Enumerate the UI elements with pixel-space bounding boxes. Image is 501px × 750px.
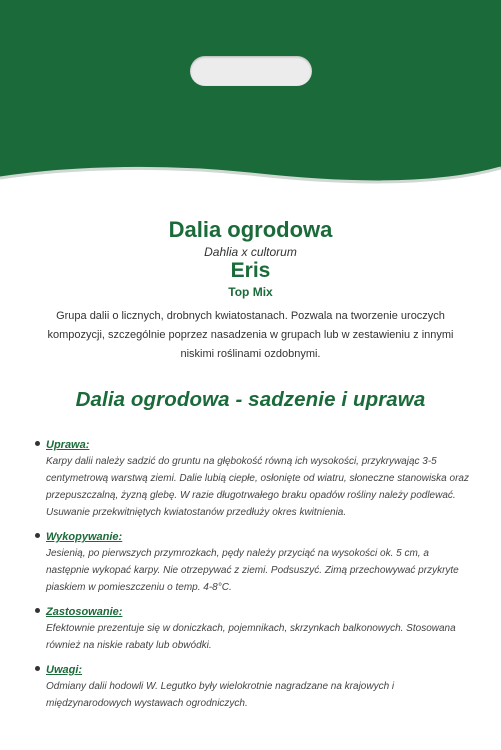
item-body: Jesienią, po pierwszych przymrozkach, pędy należy przyciąć na wysokości ok. 5 cm, a następnie wykopać karpy. Nie otrzepywać z ziemi. Podsuszyć. Zimą przechowywać przykryte piaskiem w pomieszczeniu o temp. 4-8°C. <box>46 548 459 593</box>
hanging-hole <box>190 56 312 86</box>
bullet-icon <box>35 608 40 613</box>
product-name: Dalia ogrodowa <box>168 217 333 242</box>
item-title: Wykopywanie: <box>46 531 123 543</box>
list-item <box>35 662 475 712</box>
bullet-icon <box>35 666 40 671</box>
list-item <box>35 604 475 654</box>
product-description: Grupa dalii o licznych, drobnych kwiatostanach. Pozwala na tworzenie uroczych kompozycji, szczególnie poprzez nasadzenia w grupach lub w zestawieniu z innymi niskimi roślinami ozdobnymi. <box>47 310 454 360</box>
mix-label: Top Mix <box>228 285 273 299</box>
bullet-icon <box>35 533 40 538</box>
latin-name: Dahlia x cultorum <box>204 245 297 259</box>
variety-name: Eris <box>230 259 271 282</box>
care-instructions-list <box>35 437 475 720</box>
item-body: Karpy dalii należy sadzić do gruntu na głębokość równą ich wysokości, przykrywając 3-5 centymetrową warstwą ziemi. Dalie lubią ciepłe, osłonięte od wiatru, słoneczne stanowiska oraz przepuszczalną, żyzną glebę. W razie długotrwałego braku opadów rośliny należy podlewać. Usuwanie przekwitniętych kwiatostanów przedłuży okres kwitnienia. <box>46 456 469 518</box>
item-body: Efektownie prezentuje się w doniczkach, pojemnikach, skrzynkach balkonowych. Stosowana również na niskie rabaty lub obwódki. <box>46 623 456 651</box>
item-title: Zastosowanie: <box>46 606 123 618</box>
list-item <box>35 437 475 521</box>
list-item <box>35 529 475 596</box>
item-body: Odmiany dalii hodowli W. Legutko były wielokrotnie nagradzane na krajowych i międzynarodowych wystawach ogrodniczych. <box>46 681 395 709</box>
product-title-block <box>0 217 501 300</box>
item-title: Uprawa: <box>46 439 90 451</box>
bullet-icon <box>35 441 40 446</box>
green-header-band <box>0 0 501 205</box>
section-title: Dalia ogrodowa - sadzenie i uprawa <box>75 388 426 411</box>
item-title: Uwagi: <box>46 664 83 676</box>
